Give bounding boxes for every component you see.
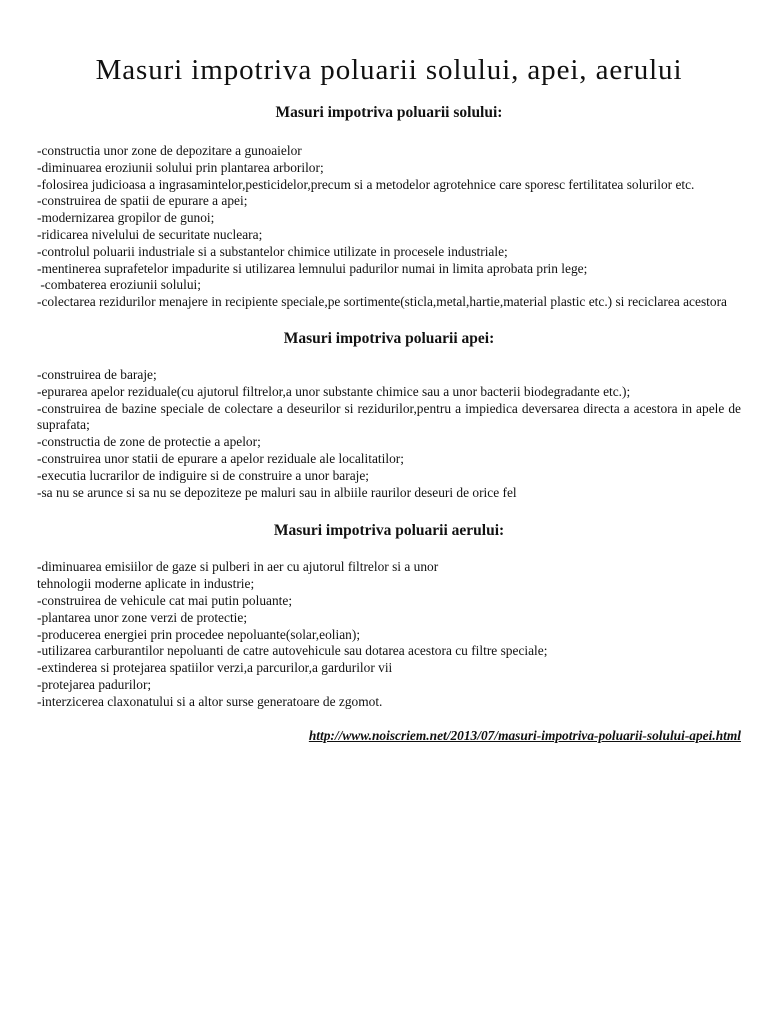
list-item: -construirea de vehicule cat mai putin poluante;	[37, 592, 293, 608]
list-item: -utilizarea carburantilor nepoluanti de catre autovehicule sau dotarea acestora cu filtre speciale;	[37, 643, 548, 659]
list-item: -diminuarea emisiilor de gaze si pulberi in aer cu ajutorul filtrelor si a unor	[37, 559, 439, 575]
list-item: -construirea de baraje;	[37, 366, 157, 382]
list-item: -executia lucrarilor de indiguire si de construire a unor baraje;	[37, 467, 370, 483]
list-item: -constructia de zone de protectie a apelor;	[37, 434, 261, 450]
list-item: -epurarea apelor reziduale(cu ajutorul filtrelor,a unor substante chimice sau a unor bacterii biodegradante etc.);	[37, 383, 631, 399]
list-item: -modernizarea gropilor de gunoi;	[37, 210, 215, 226]
list-item: -construirea de spatii de epurare a apei;	[37, 193, 248, 209]
list-item: -diminuarea eroziunii solului prin plantarea arborilor;	[37, 159, 324, 175]
list-item: -protejarea padurilor;	[37, 676, 152, 692]
soil-measures-list	[37, 143, 741, 311]
section-heading-water: Masuri impotriva poluarii apei:	[283, 329, 495, 347]
page-title: Masuri impotriva poluarii solului, apei, aerului	[95, 54, 683, 86]
list-item: -combaterea eroziunii solului;	[37, 277, 201, 293]
list-item: -controlul poluarii industriale si a substantelor chimice utilizate in procesele industriale;	[37, 243, 508, 259]
source-link-container	[37, 727, 741, 744]
list-item: -extinderea si protejarea spatiilor verzi,a parcurilor,a gardurilor vii	[37, 660, 393, 676]
list-item: -construirea de bazine speciale de colectare a deseurilor si rezidurilor,pentru a impiedica deversarea directa a acestora in apele de suprafata;	[37, 400, 741, 433]
list-item: -constructia unor zone de depozitare a gunoaielor	[37, 143, 302, 158]
list-item: -folosirea judicioasa a ingrasamintelor,pesticidelor,precum si a metodelor agrotehnice care sporesc fertilitatea solurilor etc.	[37, 176, 695, 192]
list-item: -interzicerea claxonatului si a altor surse generatoare de zgomot.	[37, 693, 383, 709]
source-link[interactable]: http://www.noiscriem.net/2013/07/masuri-impotriva-poluarii-solului-apei.html	[308, 727, 741, 743]
section-heading-soil: Masuri impotriva poluarii solului:	[275, 104, 503, 121]
section-heading-air: Masuri impotriva poluarii aerului:	[273, 522, 505, 540]
list-item: -colectarea rezidurilor menajere in recipiente speciale,pe sortimente(sticla,metal,hartie,material plastic etc.) si reciclarea acestora	[37, 294, 727, 310]
list-item: -plantarea unor zone verzi de protectie;	[37, 609, 248, 625]
list-item: tehnologii moderne aplicate in industrie;	[37, 576, 255, 592]
list-item: -producerea energiei prin procedee nepoluante(solar,eolian);	[37, 626, 361, 642]
list-item: -mentinerea suprafetelor impadurite si utilizarea lemnului padurilor numai in limita aprobata prin lege;	[37, 260, 588, 276]
air-measures-list	[37, 559, 741, 710]
water-measures-list	[37, 367, 741, 501]
list-item: -ridicarea nivelului de securitate nucleara;	[37, 226, 263, 242]
list-item: -sa nu se arunce si sa nu se depoziteze pe maluri sau in albiile raurilor deseuri de orice fel	[37, 484, 517, 500]
list-item: -construirea unor statii de epurare a apelor reziduale ale localitatilor;	[37, 450, 404, 466]
document-page	[37, 0, 741, 744]
